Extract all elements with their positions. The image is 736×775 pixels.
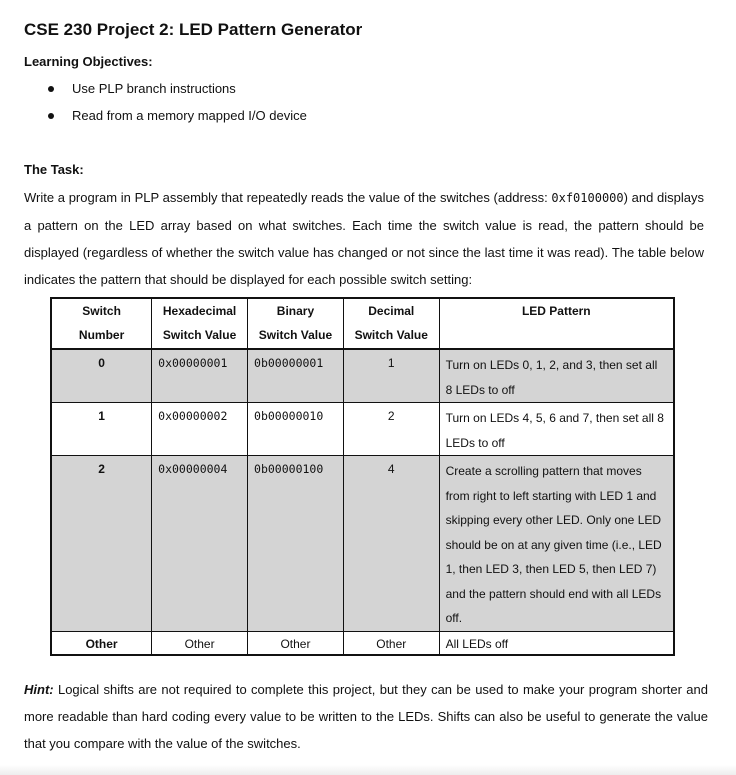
objective-text: Read from a memory mapped I/O device xyxy=(72,108,307,123)
binary-cell: 0b00000001 xyxy=(248,349,344,403)
led-pattern-cell: Turn on LEDs 0, 1, 2, and 3, then set all 8 LEDs to off xyxy=(439,349,674,403)
hint-paragraph xyxy=(24,676,708,757)
table-row xyxy=(51,456,674,632)
header-line: Switch xyxy=(82,304,121,318)
led-pattern-cell: All LEDs off xyxy=(439,631,674,655)
decimal-cell: 2 xyxy=(343,403,439,456)
header-switch-number xyxy=(51,298,152,349)
switch-number-cell: 1 xyxy=(51,403,152,456)
page-title: CSE 230 Project 2: LED Pattern Generator xyxy=(24,20,363,39)
header-line: Hexadecimal xyxy=(162,304,237,318)
hex-cell: 0x00000004 xyxy=(152,456,248,632)
table-row xyxy=(51,349,674,403)
header-binary xyxy=(248,298,344,349)
header-hex xyxy=(152,298,248,349)
pattern-table xyxy=(50,297,675,656)
task-paragraph xyxy=(24,184,704,293)
header-decimal xyxy=(343,298,439,349)
objective-text: Use PLP branch instructions xyxy=(72,81,236,96)
decimal-cell: 1 xyxy=(343,349,439,403)
binary-cell: 0b00000100 xyxy=(248,456,344,632)
binary-cell: Other xyxy=(248,631,344,655)
switch-number-cell: 0 xyxy=(51,349,152,403)
bullet-icon xyxy=(48,86,54,92)
hint-text: Logical shifts are not required to complete this project, but they can be used to make your program shorter and more readable than hard coding every value to be written to the LEDs. Shifts can also be useful to generate the value that you compare with the value of the switches. xyxy=(24,682,708,751)
page-bottom-shadow xyxy=(0,765,736,775)
hex-cell: 0x00000001 xyxy=(152,349,248,403)
decimal-cell: Other xyxy=(343,631,439,655)
hex-cell: Other xyxy=(152,631,248,655)
bullet-icon xyxy=(48,113,54,119)
switch-address: 0xf0100000 xyxy=(551,191,624,205)
table-row xyxy=(51,403,674,456)
task-heading: The Task: xyxy=(24,162,84,177)
header-line: Number xyxy=(78,328,125,342)
header-line: Decimal xyxy=(368,304,415,318)
header-line: Switch Value xyxy=(354,328,428,342)
task-text: Write a program in PLP assembly that repeatedly reads the value of the switches (address: xyxy=(24,190,552,205)
header-line: Switch Value xyxy=(162,328,237,342)
hex-cell: 0x00000002 xyxy=(152,403,248,456)
header-line: Binary xyxy=(276,304,315,318)
header-line: Switch Value xyxy=(258,328,333,342)
switch-number-cell: Other xyxy=(51,631,152,655)
decimal-cell: 4 xyxy=(343,456,439,632)
switch-number-cell: 2 xyxy=(51,456,152,632)
header-line: LED Pattern xyxy=(521,304,591,318)
led-pattern-cell: Create a scrolling pattern that moves from right to left starting with LED 1 and skipping every other LED. Only one LED should be on at any given time (i.e., LED 1, then LED 3, then LED 5, then LED 7) and the pattern should end with all LEDs off. xyxy=(439,456,674,632)
task-text: ) and displays a pattern on the LED array based on what switches. Each time the switch value is read, the pattern should be displayed (regardless of whether the switch value has changed or not since the last time it was read). The table below indicates the pattern that should be displayed for each possible switch setting: xyxy=(24,190,704,287)
table-header-row xyxy=(51,298,674,349)
header-led-pattern xyxy=(439,298,674,349)
led-pattern-cell: Turn on LEDs 4, 5, 6 and 7, then set all 8 LEDs to off xyxy=(439,403,674,456)
table-row xyxy=(51,631,674,655)
hint-label: Hint: xyxy=(24,682,54,697)
objectives-heading: Learning Objectives: xyxy=(24,54,153,69)
binary-cell: 0b00000010 xyxy=(248,403,344,456)
